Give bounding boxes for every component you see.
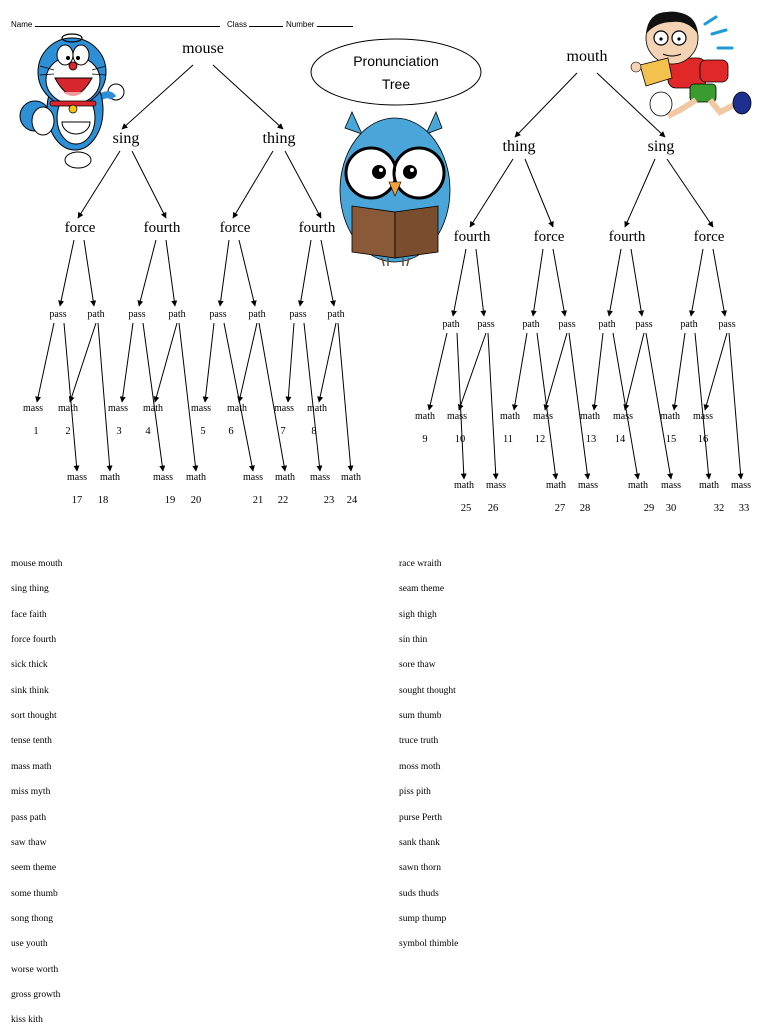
left-arrow-l3-upper-leaf bbox=[37, 323, 54, 402]
left-tree-leaf-number: 4 bbox=[145, 426, 151, 437]
word-pair: sore thaw bbox=[399, 660, 436, 671]
right-tree-leaf-word: mass bbox=[693, 411, 713, 422]
right-tree-level3-node: pass bbox=[558, 319, 576, 330]
right-tree-leaf-number: 26 bbox=[487, 503, 499, 514]
right-arrow-l3-upper-leaf bbox=[594, 333, 603, 410]
left-arrow-l2-l3 bbox=[321, 240, 334, 306]
right-tree-level3-node: path bbox=[680, 319, 698, 330]
right-tree-leaf-word: mass bbox=[731, 480, 751, 491]
word-pair: suds thuds bbox=[399, 888, 439, 899]
left-arrow-l3-upper-leaf bbox=[122, 323, 133, 402]
left-tree-level2-node: fourth bbox=[143, 220, 181, 236]
left-tree-leaf-number: 7 bbox=[280, 426, 286, 437]
word-pair: purse Perth bbox=[399, 812, 443, 823]
word-pair: sigh thigh bbox=[399, 609, 437, 620]
right-tree-leaf-word: mass bbox=[613, 411, 633, 422]
right-tree-level3-node: path bbox=[522, 319, 540, 330]
word-pair: mouse mouth bbox=[11, 559, 63, 569]
right-arrow-l3-upper-leaf bbox=[545, 333, 567, 410]
left-tree-leaf-number: 18 bbox=[97, 495, 109, 506]
left-arrow-l3-lower-leaf bbox=[98, 323, 110, 471]
left-tree-leaf-word: mass bbox=[274, 403, 294, 414]
left-arrow-l3-upper-leaf bbox=[155, 323, 177, 402]
right-arrow-l3-upper-leaf bbox=[459, 333, 486, 410]
word-pair: truce truth bbox=[399, 736, 439, 747]
name-label: Name bbox=[11, 20, 33, 29]
left-arrow-l3-lower-leaf bbox=[338, 323, 351, 471]
title-line-1: Pronunciation bbox=[353, 53, 439, 69]
left-arrow-l3-lower-leaf bbox=[143, 323, 163, 471]
left-arrow-l3-upper-leaf bbox=[319, 323, 336, 402]
right-tree-leaf-number: 9 bbox=[422, 434, 428, 445]
word-pair: sank thank bbox=[399, 837, 440, 848]
right-tree-leaf-word: math bbox=[699, 480, 719, 491]
right-arrow-l1-l2 bbox=[667, 159, 713, 227]
left-tree-leaf-number: 24 bbox=[346, 495, 358, 506]
right-tree-leaf-word: mass bbox=[533, 411, 553, 422]
word-pair: sum thumb bbox=[399, 711, 442, 722]
left-tree-leaf-word: mass bbox=[23, 403, 43, 414]
left-arrow-l1-l2 bbox=[285, 151, 321, 218]
word-pair: sawn thorn bbox=[399, 863, 441, 874]
left-tree-leaf-word: mass bbox=[108, 403, 128, 414]
left-arrow-l2-l3 bbox=[300, 240, 311, 306]
left-tree-leaf-number: 23 bbox=[323, 495, 335, 506]
left-arrow-l2-l3 bbox=[220, 240, 229, 306]
right-arrow-l2-l3 bbox=[691, 249, 703, 316]
left-arrow-l2-l3 bbox=[60, 240, 74, 306]
doraemon-illustration bbox=[20, 34, 124, 168]
right-tree-root: mouth bbox=[566, 48, 608, 65]
right-arrow-l3-upper-leaf bbox=[705, 333, 727, 410]
word-pair: sink think bbox=[11, 685, 49, 696]
right-tree-leaf-number: 14 bbox=[614, 434, 626, 445]
right-tree-leaf-word: math bbox=[415, 411, 435, 422]
right-tree-level3-node: pass bbox=[718, 319, 736, 330]
word-pair: seam theme bbox=[399, 584, 445, 595]
left-tree-leaf-word: mass bbox=[67, 472, 87, 483]
left-arrow-l3-lower-leaf bbox=[179, 323, 196, 471]
word-pair: piss pith bbox=[399, 787, 431, 798]
right-tree-leaf-word: math bbox=[454, 480, 474, 491]
left-tree-level3-node: pass bbox=[49, 309, 67, 320]
left-tree-level3-node: path bbox=[248, 309, 266, 320]
right-arrow-l2-l3 bbox=[553, 249, 565, 316]
right-arrow-l3-lower-leaf bbox=[646, 333, 671, 479]
word-pair: sump thump bbox=[399, 913, 447, 924]
word-pair: song thong bbox=[11, 913, 53, 924]
left-arrow-l1-l2 bbox=[233, 151, 273, 218]
left-tree-leaf-word: mass bbox=[243, 472, 263, 483]
right-arrow-l2-l3 bbox=[453, 249, 466, 316]
left-arrow-root-l1 bbox=[213, 65, 283, 129]
right-tree-leaf-word: math bbox=[500, 411, 520, 422]
left-tree-leaf-number: 5 bbox=[200, 426, 206, 437]
right-tree-leaf-word: math bbox=[660, 411, 680, 422]
left-tree-leaf-word: math bbox=[100, 472, 120, 483]
right-arrow-l2-l3 bbox=[476, 249, 484, 316]
right-arrow-l2-l3 bbox=[631, 249, 642, 316]
word-pair: force fourth bbox=[11, 635, 57, 646]
word-pair: gross growth bbox=[11, 989, 61, 1000]
left-arrow-l3-lower-leaf bbox=[304, 323, 320, 471]
word-pair: sin thin bbox=[399, 635, 428, 646]
left-arrow-l3-lower-leaf bbox=[224, 323, 253, 471]
left-tree-leaf-number: 20 bbox=[190, 495, 202, 506]
word-pair: use youth bbox=[11, 939, 48, 950]
right-tree-leaf-number: 30 bbox=[665, 503, 677, 514]
word-pair: worse worth bbox=[11, 964, 59, 975]
word-pair: saw thaw bbox=[11, 837, 47, 848]
word-pair: race wraith bbox=[399, 559, 442, 569]
left-tree-leaf-word: math bbox=[341, 472, 361, 483]
left-tree-leaf-word: mass bbox=[310, 472, 330, 483]
right-arrow-l3-upper-leaf bbox=[514, 333, 527, 410]
left-arrow-root-l1 bbox=[122, 65, 193, 129]
left-tree-leaf-number: 17 bbox=[71, 495, 83, 506]
left-arrow-l3-upper-leaf bbox=[205, 323, 214, 402]
right-tree-leaf-number: 25 bbox=[460, 503, 472, 514]
right-tree-leaf-number: 13 bbox=[585, 434, 597, 445]
word-pair: some thumb bbox=[11, 888, 58, 899]
right-tree-level2-node: force bbox=[693, 229, 725, 245]
left-tree-leaf-word: math bbox=[275, 472, 295, 483]
left-arrow-l2-l3 bbox=[84, 240, 94, 306]
left-tree-level3-node: pass bbox=[289, 309, 307, 320]
right-tree-leaf-number: 32 bbox=[713, 503, 725, 514]
right-arrow-l3-upper-leaf bbox=[625, 333, 644, 410]
word-pair: sort thought bbox=[11, 711, 57, 722]
right-tree-leaf-word: math bbox=[628, 480, 648, 491]
left-tree-leaf-number: 6 bbox=[228, 426, 234, 437]
right-arrow-l3-upper-leaf bbox=[429, 333, 447, 410]
left-tree-level1-node: thing bbox=[262, 130, 296, 147]
right-tree-leaf-number: 16 bbox=[697, 434, 709, 445]
right-arrow-l1-l2 bbox=[625, 159, 655, 227]
right-tree-level1-node: thing bbox=[502, 138, 536, 155]
word-pair: tense tenth bbox=[11, 736, 52, 747]
tree-labels bbox=[23, 40, 751, 514]
left-tree-leaf-number: 3 bbox=[116, 426, 122, 437]
right-tree-level3-node: pass bbox=[477, 319, 495, 330]
left-arrow-l1-l2 bbox=[132, 151, 166, 218]
left-tree-leaf-word: math bbox=[307, 403, 327, 414]
word-pair: symbol thimble bbox=[399, 939, 459, 950]
left-arrow-l3-lower-leaf bbox=[259, 323, 285, 471]
left-tree-level1-node: sing bbox=[112, 130, 140, 147]
left-tree-level3-node: path bbox=[87, 309, 105, 320]
word-pair: kiss kith bbox=[11, 1015, 43, 1024]
word-pair: sought thought bbox=[399, 685, 456, 696]
right-tree-level2-node: force bbox=[533, 229, 565, 245]
left-tree-leaf-word: math bbox=[143, 403, 163, 414]
owl-reading-illustration bbox=[340, 112, 450, 266]
right-tree-leaf-number: 15 bbox=[665, 434, 677, 445]
left-tree-leaf-word: mass bbox=[153, 472, 173, 483]
word-pair: miss myth bbox=[11, 787, 51, 798]
left-tree-leaf-number: 1 bbox=[33, 426, 39, 437]
left-tree-leaf-number: 19 bbox=[164, 495, 176, 506]
right-arrow-l2-l3 bbox=[533, 249, 543, 316]
word-pair: sing thing bbox=[11, 584, 49, 595]
left-tree-level2-node: force bbox=[219, 220, 251, 236]
right-tree-level2-node: fourth bbox=[453, 229, 491, 245]
left-arrow-l2-l3 bbox=[139, 240, 156, 306]
left-tree-level3-node: path bbox=[327, 309, 345, 320]
right-tree-level3-node: pass bbox=[635, 319, 653, 330]
left-arrow-l2-l3 bbox=[239, 240, 255, 306]
right-tree-level3-node: path bbox=[598, 319, 616, 330]
right-tree-leaf-number: 28 bbox=[579, 503, 591, 514]
right-tree-leaf-word: math bbox=[546, 480, 566, 491]
number-label: Number bbox=[286, 20, 315, 29]
class-label: Class bbox=[227, 20, 248, 29]
word-pair: face faith bbox=[11, 609, 47, 620]
word-pair: mass math bbox=[11, 761, 52, 772]
right-tree-level2-node: fourth bbox=[608, 229, 646, 245]
left-arrow-l3-upper-leaf bbox=[70, 323, 96, 402]
right-arrow-l3-lower-leaf bbox=[695, 333, 709, 479]
left-tree-leaf-word: math bbox=[58, 403, 78, 414]
title-line-2: Tree bbox=[381, 76, 411, 92]
left-tree-leaf-word: math bbox=[186, 472, 206, 483]
left-tree-level2-node: fourth bbox=[298, 220, 336, 236]
left-tree-leaf-word: mass bbox=[191, 403, 211, 414]
left-tree-leaf-number: 2 bbox=[65, 426, 71, 437]
word-pair: moss moth bbox=[399, 761, 441, 772]
left-tree-level3-node: pass bbox=[128, 309, 146, 320]
right-tree-leaf-word: mass bbox=[661, 480, 681, 491]
right-arrow-l3-lower-leaf bbox=[729, 333, 741, 479]
left-arrow-l3-upper-leaf bbox=[288, 323, 294, 402]
right-tree-leaf-word: mass bbox=[578, 480, 598, 491]
left-tree-leaf-number: 22 bbox=[277, 495, 289, 506]
left-tree-leaf-number: 21 bbox=[252, 495, 264, 506]
right-arrow-l1-l2 bbox=[470, 159, 513, 227]
right-arrow-l1-l2 bbox=[525, 159, 553, 227]
right-tree-leaf-number: 29 bbox=[643, 503, 655, 514]
left-tree-level3-node: pass bbox=[209, 309, 227, 320]
right-tree-level3-node: path bbox=[442, 319, 460, 330]
right-tree-leaf-number: 33 bbox=[738, 503, 750, 514]
boy-running-illustration bbox=[631, 12, 751, 116]
right-arrow-root-l1 bbox=[515, 73, 577, 137]
left-arrow-l2-l3 bbox=[166, 240, 175, 306]
right-tree-leaf-number: 12 bbox=[534, 434, 546, 445]
right-tree-leaf-word: mass bbox=[486, 480, 506, 491]
right-tree-leaf-word: mass bbox=[447, 411, 467, 422]
right-tree-leaf-number: 10 bbox=[454, 434, 466, 445]
left-tree-leaf-number: 8 bbox=[311, 426, 317, 437]
left-arrow-l3-lower-leaf bbox=[64, 323, 77, 471]
left-arrow-l3-upper-leaf bbox=[239, 323, 257, 402]
right-arrow-l2-l3 bbox=[713, 249, 725, 316]
right-arrow-l3-upper-leaf bbox=[674, 333, 685, 410]
word-pair: seem theme bbox=[11, 863, 57, 874]
left-tree-leaf-word: math bbox=[227, 403, 247, 414]
right-tree-leaf-number: 27 bbox=[554, 503, 566, 514]
right-tree-leaf-word: math bbox=[580, 411, 600, 422]
right-arrow-l3-lower-leaf bbox=[569, 333, 588, 479]
title-bubble bbox=[311, 39, 481, 105]
left-tree-level2-node: force bbox=[64, 220, 96, 236]
right-arrow-l2-l3 bbox=[609, 249, 621, 316]
left-tree-level3-node: path bbox=[168, 309, 186, 320]
left-tree-root: mouse bbox=[182, 40, 224, 57]
word-pair: sick thick bbox=[11, 660, 48, 671]
right-tree-leaf-number: 11 bbox=[502, 434, 514, 445]
right-arrow-l3-lower-leaf bbox=[488, 333, 496, 479]
right-tree-level1-node: sing bbox=[647, 138, 675, 155]
word-pair: pass path bbox=[11, 812, 47, 823]
